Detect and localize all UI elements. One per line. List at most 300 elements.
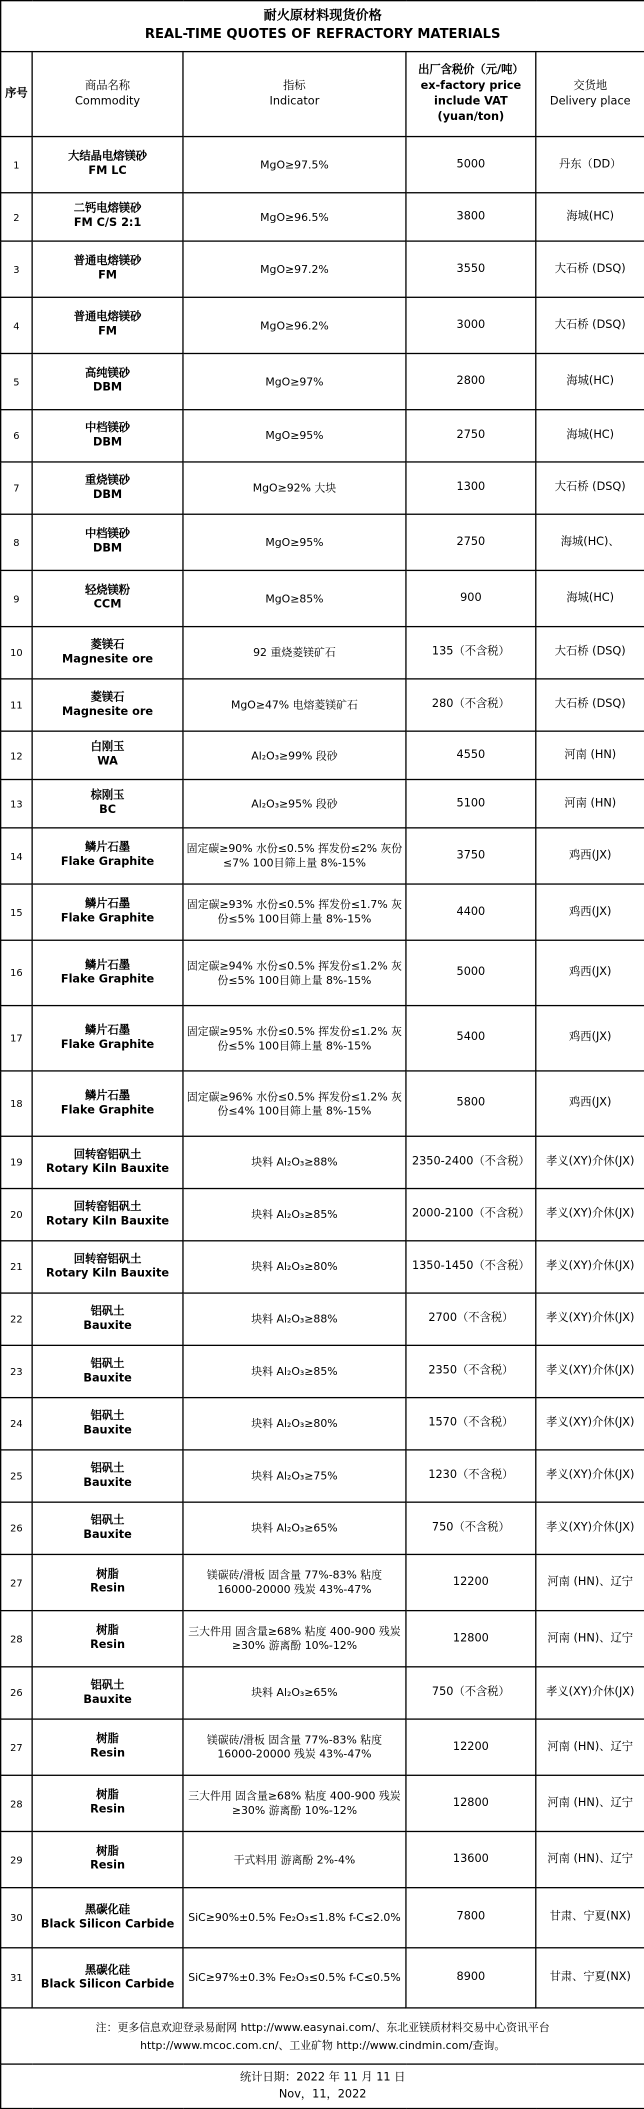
commodity-name-en: DBM xyxy=(92,435,123,449)
delivery-place-cell: 海城(HC) xyxy=(536,193,644,241)
commodity-name-en: Magnesite ore xyxy=(62,705,154,719)
commodity-name-zh: 黑碳化硅 xyxy=(84,1903,131,1917)
row-number: 14 xyxy=(1,828,32,884)
commodity-name-zh: 铝矾土 xyxy=(90,1304,125,1318)
commodity-cell xyxy=(32,137,183,193)
commodity-cell xyxy=(32,1831,183,1887)
delivery-place-cell: 河南 (HN)、辽宁 xyxy=(536,1831,644,1887)
commodity-cell xyxy=(32,241,183,297)
delivery-place-cell: 甘肃、宁夏(NX) xyxy=(536,1948,644,2008)
commodity-name-zh: 黑碳化硅 xyxy=(84,1963,131,1977)
commodity-name-zh: 二钙电熔镁砂 xyxy=(73,202,142,216)
date-cell xyxy=(1,2064,644,2108)
indicator-cell: SiC≥90%±0.5% Fe₂O₃≤1.8% f-C≤2.0% xyxy=(183,1888,406,1948)
delivery-place-cell: 河南 (HN)、辽宁 xyxy=(536,1611,644,1667)
table-row xyxy=(1,1345,644,1397)
price-cell: 1300 xyxy=(406,462,536,514)
table-row xyxy=(1,884,644,940)
commodity-cell xyxy=(32,1345,183,1397)
commodity-name-en: Flake Graphite xyxy=(60,972,155,986)
commodity-cell xyxy=(32,1611,183,1667)
delivery-place-cell: 鸡西(JX) xyxy=(536,1071,644,1136)
indicator-cell: 固定碳≥94% 水份≤0.5% 挥发份≤1.2% 灰份≤5% 100目筛上量 8%-15% xyxy=(183,940,406,1005)
commodity-name-en: FM xyxy=(98,269,118,283)
header-price-en2: include VAT xyxy=(434,95,508,109)
commodity-cell xyxy=(32,1775,183,1831)
price-cell: 5000 xyxy=(406,940,536,1005)
price-cell: 3000 xyxy=(406,297,536,353)
indicator-cell: MgO≥95% xyxy=(183,514,406,570)
commodity-cell xyxy=(32,1554,183,1610)
commodity-name-zh: 鳞片石墨 xyxy=(84,841,131,855)
commodity-cell xyxy=(32,570,183,626)
table-row xyxy=(1,780,644,828)
indicator-cell: MgO≥97.2% xyxy=(183,241,406,297)
delivery-place-cell: 鸡西(JX) xyxy=(536,940,644,1005)
table-row xyxy=(1,193,644,241)
indicator-cell: 块料 Al₂O₃≥65% xyxy=(183,1667,406,1719)
commodity-name-en: Bauxite xyxy=(83,1423,132,1437)
commodity-cell xyxy=(32,1006,183,1071)
indicator-cell: SiC≥97%±0.3% Fe₂O₃≤0.5% f-C≤0.5% xyxy=(183,1948,406,2008)
delivery-place-cell: 孝义(XY)介休(JX) xyxy=(536,1293,644,1345)
delivery-place-cell: 海城(HC) xyxy=(536,353,644,409)
commodity-name-en: FM C/S 2:1 xyxy=(73,216,142,230)
note-line-1: 注：更多信息欢迎登录易耐网 http://www.easynai.com/、东北亚镁质材料交易中心资讯平台 xyxy=(95,2020,550,2034)
price-cell: 1350-1450（不含税） xyxy=(406,1241,536,1293)
row-number: 28 xyxy=(1,1611,32,1667)
commodity-name-zh: 铝矾土 xyxy=(90,1513,125,1527)
row-number: 4 xyxy=(1,297,32,353)
indicator-cell: Al₂O₃≥99% 段砂 xyxy=(183,731,406,779)
header-price-en3: (yuan/ton) xyxy=(437,111,505,125)
table-row xyxy=(1,1888,644,1948)
commodity-cell xyxy=(32,353,183,409)
commodity-cell xyxy=(32,1241,183,1293)
table-row xyxy=(1,353,644,409)
indicator-cell: MgO≥97.5% xyxy=(183,137,406,193)
indicator-cell: 镁碳砖/滑板 固含量 77%-83% 粘度 16000-20000 残炭 43%-47% xyxy=(183,1719,406,1775)
price-cell: 2000-2100（不含税） xyxy=(406,1189,536,1241)
price-cell: 750（不含税） xyxy=(406,1502,536,1554)
row-number: 26 xyxy=(1,1667,32,1719)
commodity-name-zh: 树脂 xyxy=(96,1732,119,1746)
indicator-cell: 固定碳≥96% 水份≤0.5% 挥发份≤1.2% 灰份≤4% 100目筛上量 8%-15% xyxy=(183,1071,406,1136)
row-number: 5 xyxy=(1,353,32,409)
commodity-name-zh: 鳞片石墨 xyxy=(84,958,131,972)
price-cell: 280（不含税） xyxy=(406,679,536,731)
delivery-place-cell: 大石桥 (DSQ) xyxy=(536,627,644,679)
row-number: 6 xyxy=(1,410,32,462)
row-number: 30 xyxy=(1,1888,32,1948)
indicator-cell: 固定碳≥95% 水份≤0.5% 挥发份≤1.2% 灰份≤5% 100目筛上量 8%-15% xyxy=(183,1006,406,1071)
row-number: 23 xyxy=(1,1345,32,1397)
row-number: 11 xyxy=(1,679,32,731)
commodity-name-en: Bauxite xyxy=(83,1476,132,1490)
table-row xyxy=(1,514,644,570)
delivery-place-cell: 河南 (HN)、辽宁 xyxy=(536,1719,644,1775)
row-number: 10 xyxy=(1,627,32,679)
commodity-name-zh: 轻烧镁粉 xyxy=(84,584,131,598)
delivery-place-cell: 海城(HC) xyxy=(536,570,644,626)
commodity-cell xyxy=(32,780,183,828)
indicator-cell: 92 重烧菱镁矿石 xyxy=(183,627,406,679)
table-row xyxy=(1,137,644,193)
indicator-cell: 块料 Al₂O₃≥85% xyxy=(183,1345,406,1397)
row-number: 13 xyxy=(1,780,32,828)
price-cell: 3750 xyxy=(406,828,536,884)
delivery-place-cell: 孝义(XY)介休(JX) xyxy=(536,1136,644,1188)
commodity-cell xyxy=(32,1398,183,1450)
row-number: 18 xyxy=(1,1071,32,1136)
commodity-name-en: BC xyxy=(99,803,116,817)
header-commodity xyxy=(32,52,183,137)
row-number: 21 xyxy=(1,1241,32,1293)
commodity-cell xyxy=(32,1450,183,1502)
commodity-cell xyxy=(32,627,183,679)
header-price-en1: ex-factory price xyxy=(420,79,522,93)
row-number: 29 xyxy=(1,1831,32,1887)
commodity-name-en: Black Silicon Carbide xyxy=(40,1917,175,1931)
row-number: 2 xyxy=(1,193,32,241)
indicator-cell: 三大件用 固含量≥68% 粘度 400-900 残炭≥30% 游离酚 10%-12% xyxy=(183,1775,406,1831)
commodity-name-en: Magnesite ore xyxy=(62,652,154,666)
row-number: 28 xyxy=(1,1775,32,1831)
delivery-place-cell: 大石桥 (DSQ) xyxy=(536,679,644,731)
commodity-cell xyxy=(32,731,183,779)
table-row xyxy=(1,1189,644,1241)
commodity-cell xyxy=(32,462,183,514)
commodity-name-zh: 鳞片石墨 xyxy=(84,1089,131,1103)
delivery-place-cell: 河南 (HN) xyxy=(536,780,644,828)
price-cell: 4550 xyxy=(406,731,536,779)
date-row xyxy=(1,2064,644,2108)
commodity-cell xyxy=(32,1071,183,1136)
commodity-name-en: Bauxite xyxy=(83,1692,132,1707)
delivery-place-cell: 鸡西(JX) xyxy=(536,1006,644,1071)
header-place xyxy=(536,52,644,137)
row-number: 17 xyxy=(1,1006,32,1071)
indicator-cell: 块料 Al₂O₃≥65% xyxy=(183,1502,406,1554)
indicator-cell: 三大件用 固含量≥68% 粘度 400-900 残炭≥30% 游离酚 10%-12% xyxy=(183,1611,406,1667)
row-number: 15 xyxy=(1,884,32,940)
commodity-name-en: WA xyxy=(97,755,118,769)
table-row xyxy=(1,731,644,779)
commodity-cell xyxy=(32,1667,183,1719)
price-cell: 2800 xyxy=(406,353,536,409)
commodity-name-en: DBM xyxy=(92,542,123,556)
row-number: 8 xyxy=(1,514,32,570)
price-cell: 750（不含税） xyxy=(406,1667,536,1719)
delivery-place-cell: 鸡西(JX) xyxy=(536,884,644,940)
title-zh: 耐火原材料现货价格 xyxy=(263,9,382,24)
table-row xyxy=(1,297,644,353)
row-number: 20 xyxy=(1,1189,32,1241)
table-row xyxy=(1,1831,644,1887)
commodity-name-zh: 中档镁砂 xyxy=(84,527,131,542)
commodity-name-en: Resin xyxy=(90,1582,126,1596)
commodity-name-zh: 白刚玉 xyxy=(90,740,125,755)
table-row xyxy=(1,1554,644,1610)
table-row xyxy=(1,940,644,1005)
indicator-cell: 固定碳≥90% 水份≤0.5% 挥发份≤2% 灰份≤7% 100目筛上量 8%-15% xyxy=(183,828,406,884)
commodity-name-en: Bauxite xyxy=(83,1528,132,1542)
indicator-cell: 镁碳砖/滑板 固含量 77%-83% 粘度 16000-20000 残炭 43%-47% xyxy=(183,1554,406,1610)
commodity-cell xyxy=(32,193,183,241)
commodity-name-en: Resin xyxy=(90,1803,126,1817)
table-row xyxy=(1,1667,644,1719)
commodity-name-zh: 重烧镁砂 xyxy=(84,473,131,487)
commodity-name-zh: 普通电熔镁砂 xyxy=(73,311,142,325)
price-cell: 7800 xyxy=(406,1888,536,1948)
price-cell: 8900 xyxy=(406,1948,536,2008)
commodity-name-zh: 树脂 xyxy=(96,1624,119,1638)
delivery-place-cell: 大石桥 (DSQ) xyxy=(536,297,644,353)
commodity-name-en: Flake Graphite xyxy=(60,1103,155,1117)
header-commodity-zh: 商品名称 xyxy=(84,79,131,93)
price-cell: 2700（不含税） xyxy=(406,1293,536,1345)
commodity-name-en: DBM xyxy=(92,488,123,502)
commodity-name-en: Bauxite xyxy=(83,1371,132,1385)
commodity-cell xyxy=(32,1502,183,1554)
delivery-place-cell: 河南 (HN)、辽宁 xyxy=(536,1775,644,1831)
price-cell: 4400 xyxy=(406,884,536,940)
commodity-cell xyxy=(32,1948,183,2008)
price-cell: 5400 xyxy=(406,1006,536,1071)
commodity-name-zh: 鳞片石墨 xyxy=(84,897,131,911)
header-place-en: Delivery place xyxy=(549,95,631,109)
price-cell: 1570（不含税） xyxy=(406,1398,536,1450)
indicator-cell: MgO≥97% xyxy=(183,353,406,409)
commodity-name-zh: 铝矾土 xyxy=(90,1409,125,1423)
commodity-cell xyxy=(32,1293,183,1345)
note-row xyxy=(1,2008,644,2064)
note-cell xyxy=(1,2008,644,2064)
commodity-cell xyxy=(32,297,183,353)
row-number: 19 xyxy=(1,1136,32,1188)
commodity-name-zh: 回转窑铝矾土 xyxy=(73,1200,142,1214)
commodity-cell xyxy=(32,1189,183,1241)
row-number: 16 xyxy=(1,940,32,1005)
commodity-cell xyxy=(32,884,183,940)
date-en: Nov，11，2022 xyxy=(278,2087,367,2101)
price-cell: 12800 xyxy=(406,1611,536,1667)
indicator-cell: MgO≥96.2% xyxy=(183,297,406,353)
table-row xyxy=(1,410,644,462)
commodity-cell xyxy=(32,679,183,731)
title-en: REAL-TIME QUOTES OF REFRACTORY MATERIALS xyxy=(144,27,501,42)
commodity-name-en: Flake Graphite xyxy=(60,912,155,926)
delivery-place-cell: 孝义(XY)介休(JX) xyxy=(536,1502,644,1554)
price-cell: 135（不含税） xyxy=(406,627,536,679)
commodity-name-zh: 树脂 xyxy=(96,1789,119,1803)
indicator-cell: 块料 Al₂O₃≥75% xyxy=(183,1450,406,1502)
table-row xyxy=(1,570,644,626)
table-row xyxy=(1,1450,644,1502)
table-row xyxy=(1,1398,644,1450)
table-row xyxy=(1,1006,644,1071)
row-number: 3 xyxy=(1,241,32,297)
commodity-name-zh: 铝矾土 xyxy=(90,1357,125,1371)
commodity-name-en: Flake Graphite xyxy=(60,855,155,870)
table-row xyxy=(1,679,644,731)
indicator-cell: MgO≥92% 大块 xyxy=(183,462,406,514)
header-indicator xyxy=(183,52,406,137)
indicator-cell: MgO≥96.5% xyxy=(183,193,406,241)
commodity-name-zh: 铝矾土 xyxy=(90,1461,125,1475)
commodity-name-zh: 菱镁石 xyxy=(90,690,125,704)
price-cell: 900 xyxy=(406,570,536,626)
indicator-cell: 块料 Al₂O₃≥85% xyxy=(183,1189,406,1241)
price-cell: 3800 xyxy=(406,193,536,241)
commodity-name-en: Black Silicon Carbide xyxy=(40,1977,175,1991)
commodity-name-en: Resin xyxy=(90,1747,126,1761)
table-title xyxy=(1,1,644,52)
commodity-name-en: DBM xyxy=(92,381,123,395)
price-cell: 5000 xyxy=(406,137,536,193)
price-cell: 12800 xyxy=(406,1775,536,1831)
indicator-cell: MgO≥47% 电熔菱镁矿石 xyxy=(183,679,406,731)
commodity-cell xyxy=(32,1888,183,1948)
row-number: 31 xyxy=(1,1948,32,2008)
header-price-zh: 出厂含税价（元/吨） xyxy=(418,64,524,78)
commodity-cell xyxy=(32,940,183,1005)
commodity-name-zh: 中档镁砂 xyxy=(84,421,131,435)
row-number: 22 xyxy=(1,1293,32,1345)
commodity-name-en: CCM xyxy=(93,598,122,612)
table-row xyxy=(1,1502,644,1554)
commodity-name-zh: 树脂 xyxy=(96,1845,119,1859)
table-row xyxy=(1,241,644,297)
commodity-name-zh: 回转窑铝矾土 xyxy=(73,1148,142,1162)
commodity-name-zh: 鳞片石墨 xyxy=(84,1023,131,1037)
commodity-cell xyxy=(32,1136,183,1188)
indicator-cell: Al₂O₃≥95% 段砂 xyxy=(183,780,406,828)
header-commodity-en: Commodity xyxy=(75,95,141,109)
delivery-place-cell: 孝义(XY)介休(JX) xyxy=(536,1189,644,1241)
price-cell: 2750 xyxy=(406,514,536,570)
row-number: 24 xyxy=(1,1398,32,1450)
price-cell: 2350-2400（不含税） xyxy=(406,1136,536,1188)
price-cell: 13600 xyxy=(406,1831,536,1887)
price-cell: 5800 xyxy=(406,1071,536,1136)
delivery-place-cell: 孝义(XY)介休(JX) xyxy=(536,1398,644,1450)
commodity-name-en: Rotary Kiln Bauxite xyxy=(46,1214,170,1228)
commodity-name-en: Resin xyxy=(90,1859,126,1873)
row-number: 1 xyxy=(1,137,32,193)
indicator-cell: 块料 Al₂O₃≥88% xyxy=(183,1293,406,1345)
delivery-place-cell: 孝义(XY)介休(JX) xyxy=(536,1241,644,1293)
indicator-cell: MgO≥85% xyxy=(183,570,406,626)
commodity-name-zh: 铝矾土 xyxy=(90,1678,125,1692)
commodity-name-en: Rotary Kiln Bauxite xyxy=(46,1266,170,1281)
price-cell: 5100 xyxy=(406,780,536,828)
commodity-name-en: Flake Graphite xyxy=(60,1038,155,1052)
delivery-place-cell: 海城(HC) xyxy=(536,410,644,462)
indicator-cell: 块料 Al₂O₃≥80% xyxy=(183,1398,406,1450)
table-row xyxy=(1,828,644,884)
delivery-place-cell: 河南 (HN) xyxy=(536,731,644,779)
table-row xyxy=(1,1611,644,1667)
commodity-name-zh: 棕刚玉 xyxy=(90,789,125,803)
commodity-name-en: Rotary Kiln Bauxite xyxy=(46,1162,170,1176)
delivery-place-cell: 甘肃、宁夏(NX) xyxy=(536,1888,644,1948)
table-row xyxy=(1,1071,644,1136)
commodity-name-zh: 菱镁石 xyxy=(90,638,125,652)
row-number: 26 xyxy=(1,1502,32,1554)
table-row xyxy=(1,1293,644,1345)
commodity-name-en: FM LC xyxy=(88,164,127,178)
commodity-name-zh: 回转窑铝矾土 xyxy=(73,1252,142,1266)
commodity-name-zh: 大结晶电熔镁砂 xyxy=(68,150,148,164)
delivery-place-cell: 孝义(XY)介休(JX) xyxy=(536,1667,644,1719)
commodity-cell xyxy=(32,410,183,462)
header-no: 序号 xyxy=(1,52,32,137)
commodity-cell xyxy=(32,514,183,570)
date-zh: 统计日期：2022 年 11 月 11 日 xyxy=(239,2070,406,2084)
row-number: 27 xyxy=(1,1719,32,1775)
price-cell: 12200 xyxy=(406,1719,536,1775)
table-row xyxy=(1,1719,644,1775)
table-row xyxy=(1,1775,644,1831)
row-number: 9 xyxy=(1,570,32,626)
table-row xyxy=(1,1948,644,2008)
price-cell: 12200 xyxy=(406,1554,536,1610)
commodity-name-zh: 高纯镁砂 xyxy=(84,367,131,381)
indicator-cell: 固定碳≥93% 水份≤0.5% 挥发份≤1.7% 灰份≤5% 100目筛上量 8%-15% xyxy=(183,884,406,940)
commodity-name-en: Bauxite xyxy=(83,1319,132,1333)
commodity-name-zh: 树脂 xyxy=(96,1568,119,1582)
indicator-cell: 块料 Al₂O₃≥88% xyxy=(183,1136,406,1188)
table-row xyxy=(1,1241,644,1293)
delivery-place-cell: 海城(HC)、 xyxy=(536,514,644,570)
table-row xyxy=(1,627,644,679)
delivery-place-cell: 大石桥 (DSQ) xyxy=(536,241,644,297)
indicator-cell: MgO≥95% xyxy=(183,410,406,462)
row-number: 12 xyxy=(1,731,32,779)
indicator-cell: 干式料用 游离酚 2%-4% xyxy=(183,1831,406,1887)
table-row xyxy=(1,1136,644,1188)
delivery-place-cell: 大石桥 (DSQ) xyxy=(536,462,644,514)
commodity-cell xyxy=(32,828,183,884)
header-indicator-zh: 指标 xyxy=(283,79,306,93)
header-indicator-en: Indicator xyxy=(269,95,320,109)
commodity-cell xyxy=(32,1719,183,1775)
title-row xyxy=(1,1,644,52)
indicator-cell: 块料 Al₂O₃≥80% xyxy=(183,1241,406,1293)
note-line-2: http://www.mcoc.com.cn/、工业矿物 http://www.cindmin.com/查询。 xyxy=(140,2038,506,2052)
price-cell: 2750 xyxy=(406,410,536,462)
price-cell: 3550 xyxy=(406,241,536,297)
header-place-zh: 交货地 xyxy=(573,79,608,93)
commodity-name-en: Resin xyxy=(90,1638,126,1652)
delivery-place-cell: 孝义(XY)介休(JX) xyxy=(536,1345,644,1397)
header-row xyxy=(1,52,644,137)
header-price xyxy=(406,52,536,137)
delivery-place-cell: 丹东（DD） xyxy=(536,137,644,193)
commodity-name-en: FM xyxy=(98,325,118,339)
row-number: 7 xyxy=(1,462,32,514)
price-cell: 1230（不含税） xyxy=(406,1450,536,1502)
delivery-place-cell: 孝义(XY)介休(JX) xyxy=(536,1450,644,1502)
row-number: 27 xyxy=(1,1554,32,1610)
row-number: 25 xyxy=(1,1450,32,1502)
commodity-name-zh: 普通电熔镁砂 xyxy=(73,254,142,268)
delivery-place-cell: 河南 (HN)、辽宁 xyxy=(536,1554,644,1610)
table-row xyxy=(1,462,644,514)
delivery-place-cell: 鸡西(JX) xyxy=(536,828,644,884)
price-cell: 2350（不含税） xyxy=(406,1345,536,1397)
